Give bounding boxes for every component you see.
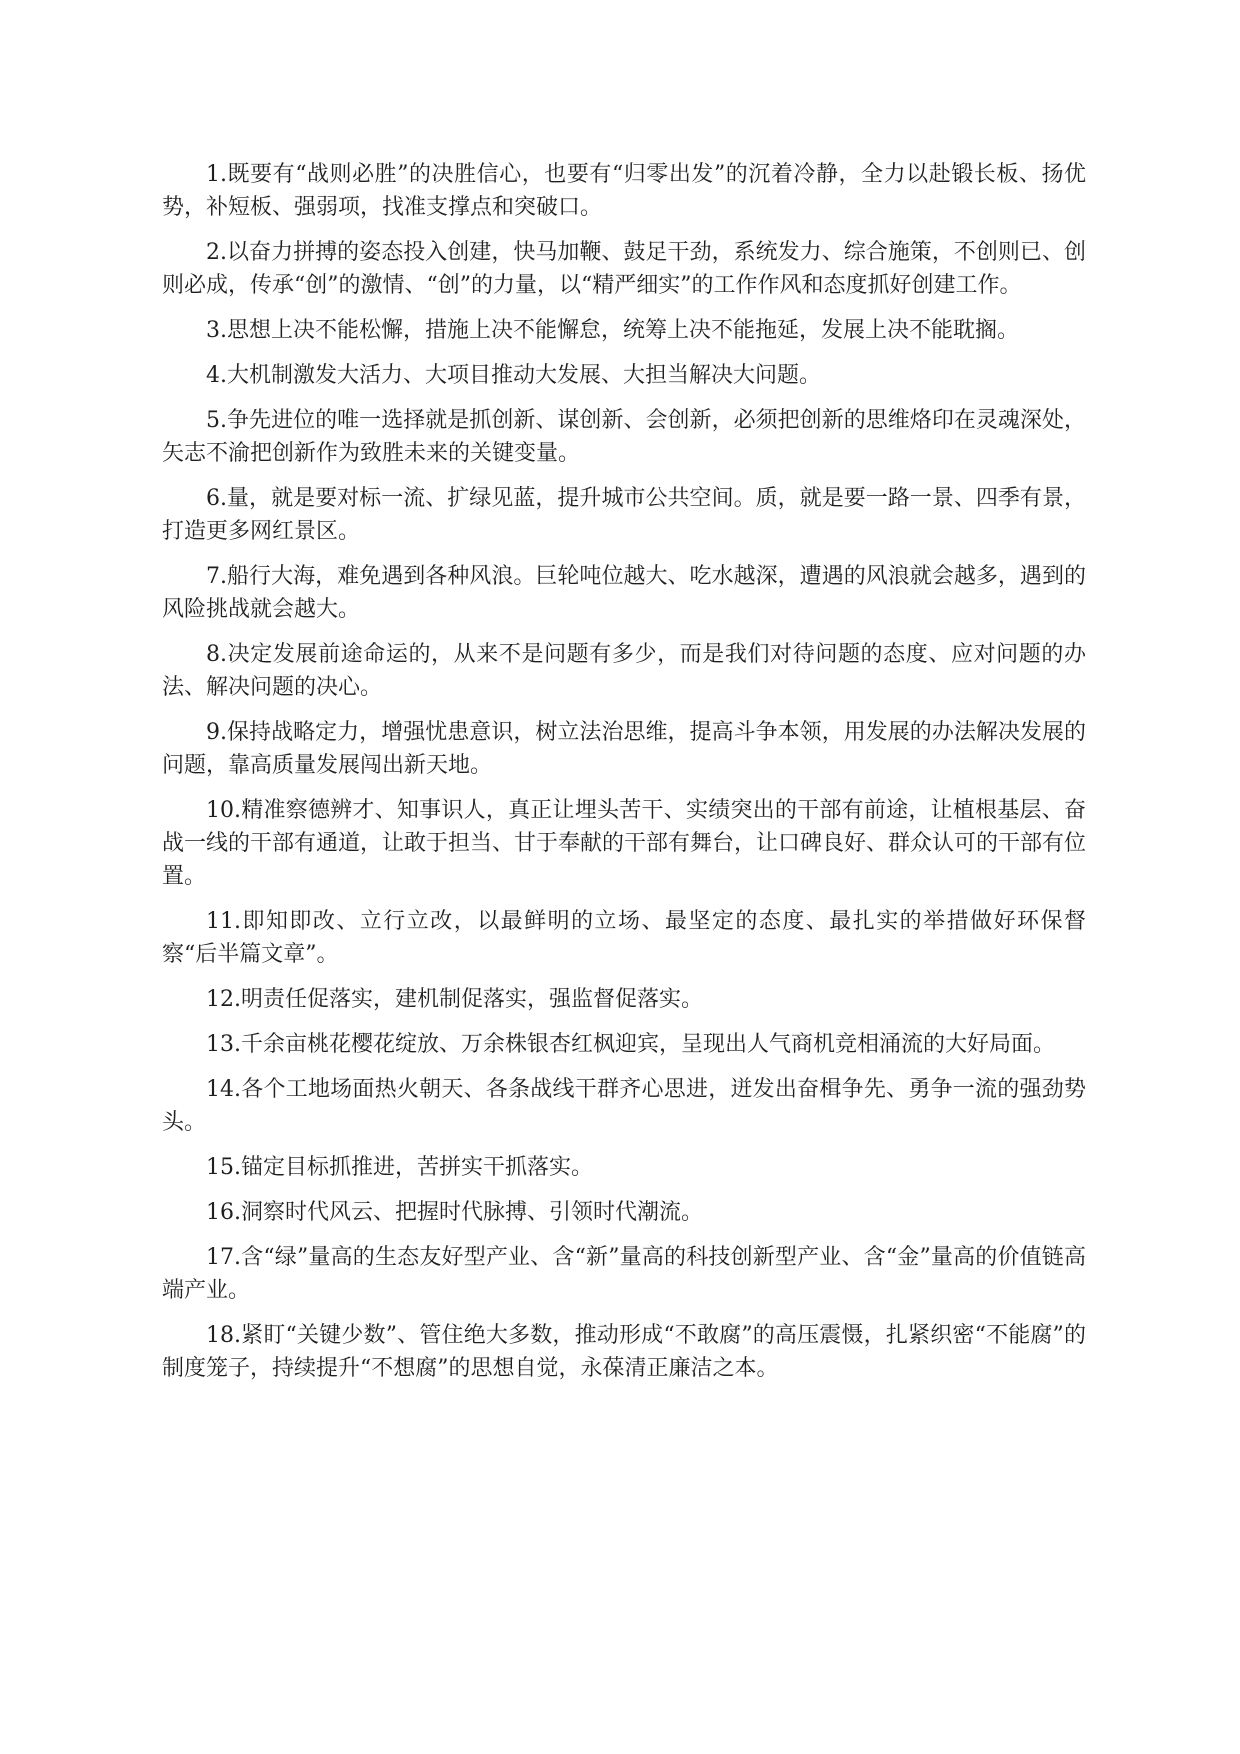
item-number: 16. xyxy=(206,1200,241,1225)
list-item xyxy=(162,1073,1086,1139)
item-number: 7. xyxy=(206,564,227,589)
list-item xyxy=(162,404,1086,470)
list-item xyxy=(162,560,1086,626)
item-text: 紧盯“关键少数”、管住绝大多数，推动形成“不敢腐”的高压震慑，扎紧织密“不能腐”的制度笼子，持续提升“不想腐”的思想自觉，永葆清正廉洁之本。 xyxy=(162,1323,1086,1381)
item-text: 即知即改、立行立改，以最鲜明的立场、最坚定的态度、最扎实的举措做好环保督察“后半篇文章”。 xyxy=(162,909,1086,967)
item-number: 4. xyxy=(206,363,227,388)
list-item xyxy=(162,1028,1086,1061)
item-text: 船行大海，难免遇到各种风浪。巨轮吨位越大、吃水越深，遭遇的风浪就会越多，遇到的风险挑战就会越大。 xyxy=(162,564,1086,622)
item-number: 17. xyxy=(206,1245,241,1270)
item-text: 精准察德辨才、知事识人，真正让埋头苦干、实绩突出的干部有前途，让植根基层、奋战一线的干部有通道，让敢于担当、甘于奉献的干部有舞台，让口碑良好、群众认可的干部有位置。 xyxy=(162,798,1087,889)
item-text: 量，就是要对标一流、扩绿见蓝，提升城市公共空间。质，就是要一路一景、四季有景，打造更多网红景区。 xyxy=(162,486,1086,544)
list-item xyxy=(162,905,1086,971)
item-text: 以奋力拼搏的姿态投入创建，快马加鞭、鼓足干劲，系统发力、综合施策，不创则已、创则必成，传承“创”的激情、“创”的力量，以“精严细实”的工作作风和态度抓好创建工作。 xyxy=(162,240,1086,298)
list-item xyxy=(162,1196,1086,1229)
item-number: 6. xyxy=(206,486,227,511)
item-number: 14. xyxy=(206,1077,241,1102)
list-item xyxy=(162,1151,1086,1184)
item-number: 11. xyxy=(206,909,241,934)
list-item xyxy=(162,638,1086,704)
list-item xyxy=(162,1241,1086,1307)
item-text: 锚定目标抓推进，苦拼实干抓落实。 xyxy=(241,1155,594,1180)
item-number: 10. xyxy=(206,798,241,823)
item-number: 3. xyxy=(206,318,227,343)
item-text: 大机制激发大活力、大项目推动大发展、大担当解决大问题。 xyxy=(227,363,822,388)
item-number: 2. xyxy=(206,240,227,265)
item-number: 12. xyxy=(206,987,241,1012)
item-number: 5. xyxy=(206,408,227,433)
item-text: 保持战略定力，增强忧患意识，树立法治思维，提高斗争本领，用发展的办法解决发展的问题，靠高质量发展闯出新天地。 xyxy=(162,720,1086,778)
item-text: 决定发展前途命运的，从来不是问题有多少，而是我们对待问题的态度、应对问题的办法、解决问题的决心。 xyxy=(162,642,1086,700)
item-text: 争先进位的唯一选择就是抓创新、谋创新、会创新，必须把创新的思维烙印在灵魂深处，矢志不渝把创新作为致胜未来的关键变量。 xyxy=(162,408,1086,466)
item-number: 1. xyxy=(206,162,227,187)
item-number: 15. xyxy=(206,1155,241,1180)
item-number: 13. xyxy=(206,1032,241,1057)
list-item xyxy=(162,236,1086,302)
item-text: 明责任促落实，建机制促落实，强监督促落实。 xyxy=(241,987,704,1012)
list-item xyxy=(162,794,1086,893)
item-text: 思想上决不能松懈，措施上决不能懈怠，统筹上决不能拖延，发展上决不能耽搁。 xyxy=(227,318,1020,343)
item-text: 洞察时代风云、把握时代脉搏、引领时代潮流。 xyxy=(241,1200,704,1225)
item-number: 9. xyxy=(206,720,227,745)
item-number: 18. xyxy=(206,1323,241,1348)
item-text: 既要有“战则必胜”的决胜信心，也要有“归零出发”的沉着冷静，全力以赴锻长板、扬优势，补短板、强弱项，找准支撑点和突破口。 xyxy=(162,162,1086,220)
item-text: 千余亩桃花樱花绽放、万余株银杏红枫迎宾，呈现出人气商机竞相涌流的大好局面。 xyxy=(241,1032,1056,1057)
list-item xyxy=(162,716,1086,782)
list-item xyxy=(162,1319,1086,1385)
item-number: 8. xyxy=(206,642,227,667)
item-text: 各个工地场面热火朝天、各条战线干群齐心思进，迸发出奋楫争先、勇争一流的强劲势头。 xyxy=(162,1077,1086,1135)
list-item xyxy=(162,158,1086,224)
list-item xyxy=(162,482,1086,548)
list-item xyxy=(162,314,1086,347)
list-item xyxy=(162,359,1086,392)
list-item xyxy=(162,983,1086,1016)
item-text: 含“绿”量高的生态友好型产业、含“新”量高的科技创新型产业、含“金”量高的价值链高端产业。 xyxy=(162,1245,1086,1303)
document-body xyxy=(162,158,1086,1397)
